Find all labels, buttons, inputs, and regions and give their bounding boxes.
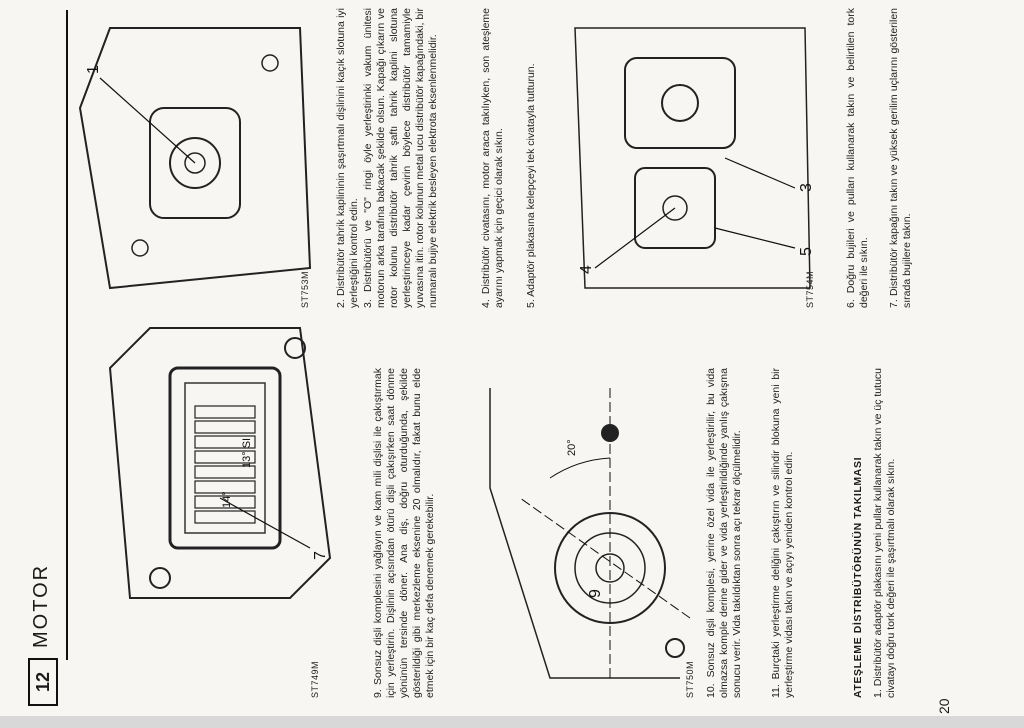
install-step-7: 7. Distribütör kapağını takın ve yüksek gerilim uçlarını gösterilen sırada bujilere takın.	[888, 8, 913, 308]
distributor-housing-illustration	[70, 8, 320, 308]
install-step-4: 4. Distribütör civatasını, motor araca takılıyken, son ateşleme ayarını yapmak için geçici olarak sıkın.	[480, 8, 505, 308]
page-number: 20	[936, 698, 952, 714]
callout-1: 1	[85, 65, 102, 74]
install-step-5: 5. Adaptör plakasına kelepçeyi tek civatayla tutturun.	[525, 63, 537, 308]
angle-20-label: 20°	[566, 439, 578, 456]
figure-timing-gear	[100, 318, 340, 618]
install-step-3: 3. Distribütörü ve "O" ringi öyle yerleştirinki vakum ünitesi motorun arka tarafına bakacak şekilde olsun. Kapağı çıkarın ve rotor kolunu distribütör tahrik şaftı tahrik kaplini slotuna yerleştirinceye kadar çevirin böylece distribütör tamamiyle yuvasına itin. rotor kolunun metal ucu distribütör kapağındaki, bir numaralı bujiye elektrik besleyen elektrota eksenlenmelidir.	[362, 8, 439, 308]
figure-code-st753m: ST753M	[300, 270, 310, 308]
figure-code-st749m: ST749M	[310, 660, 320, 698]
callout-4: 4	[578, 265, 595, 274]
install-step-1: 1. Distribütör adaptör plakasını yeni pullar kullanarak takın ve üç tutucu civatayı doğru tork değeri ile şaşırtmalı olarak sıkın.	[872, 368, 897, 698]
section-heading: ATEŞLEME DİSTRİBÜTÖRÜNÜN TAKILMASI	[852, 456, 864, 698]
chapter-badge-number: 12	[32, 671, 53, 693]
angle-14-label: 14°	[221, 491, 233, 508]
scan-edge	[0, 716, 1024, 728]
callout-5: 5	[798, 247, 815, 256]
install-step-6: 6. Doğru bujileri ve pulları kullanarak takın ve belirtilen tork değeri ile sıkın.	[845, 8, 870, 308]
paragraph-11: 11. Burçtaki yerleştirme deliğini çakıştırın ve silindir blokuna yeni bir yerleştirme vidası takın ve açıyı yeniden kontrol edin.	[770, 368, 795, 698]
paragraph-9: 9. Sonsuz dişli komplesini yağlayın ve kam mili dişlisi ile çakıştırmak için yerleştirin. Dişlinin açısından ötürü dişli çakışırken saat dönme yönünün tersinde döner. Ana diş, doğru oturduğunda, şekilde gösterildiği gibi merkezleme eksenine 20 olmalıdır, fakat bunu elde etmek için bir kaç defa denemek gerekebilir.	[372, 368, 436, 698]
callout-7: 7	[312, 551, 329, 560]
install-step-2: 2. Distribütör tahrik kaplininin şaşırtmalı dişlinini kaçık slotuna iyi yerleştiğini kontrol edin.	[335, 8, 360, 308]
figure-code-st754m: ST754M	[805, 270, 815, 308]
header-rule	[66, 10, 68, 660]
distributor-clamp-illustration	[555, 8, 825, 308]
figure-distributor-housing	[70, 8, 320, 308]
paragraph-10: 10. Sonsuz dişli komplesi, yerine özel vida ile yerleştirilir, bu vida olmazsa komple derine gider ve vida yerleştirildiğinde yanlış çakışma sonucu verir. Vida takıldıktan sonra açı tekrar ölçülmelidir.	[705, 368, 743, 698]
chapter-badge	[28, 658, 58, 706]
timing-gear-illustration	[100, 318, 340, 618]
angle-13-label: 13° SI	[241, 437, 253, 468]
figure-distributor-clamp	[555, 8, 825, 308]
figure-code-st750m: ST750M	[685, 660, 695, 698]
worm-gear-illustration	[460, 378, 700, 688]
callout-9: 9	[587, 589, 604, 598]
callout-3: 3	[798, 183, 815, 192]
figure-worm-gear-angle	[460, 378, 700, 688]
chapter-title: MOTOR	[30, 563, 52, 648]
